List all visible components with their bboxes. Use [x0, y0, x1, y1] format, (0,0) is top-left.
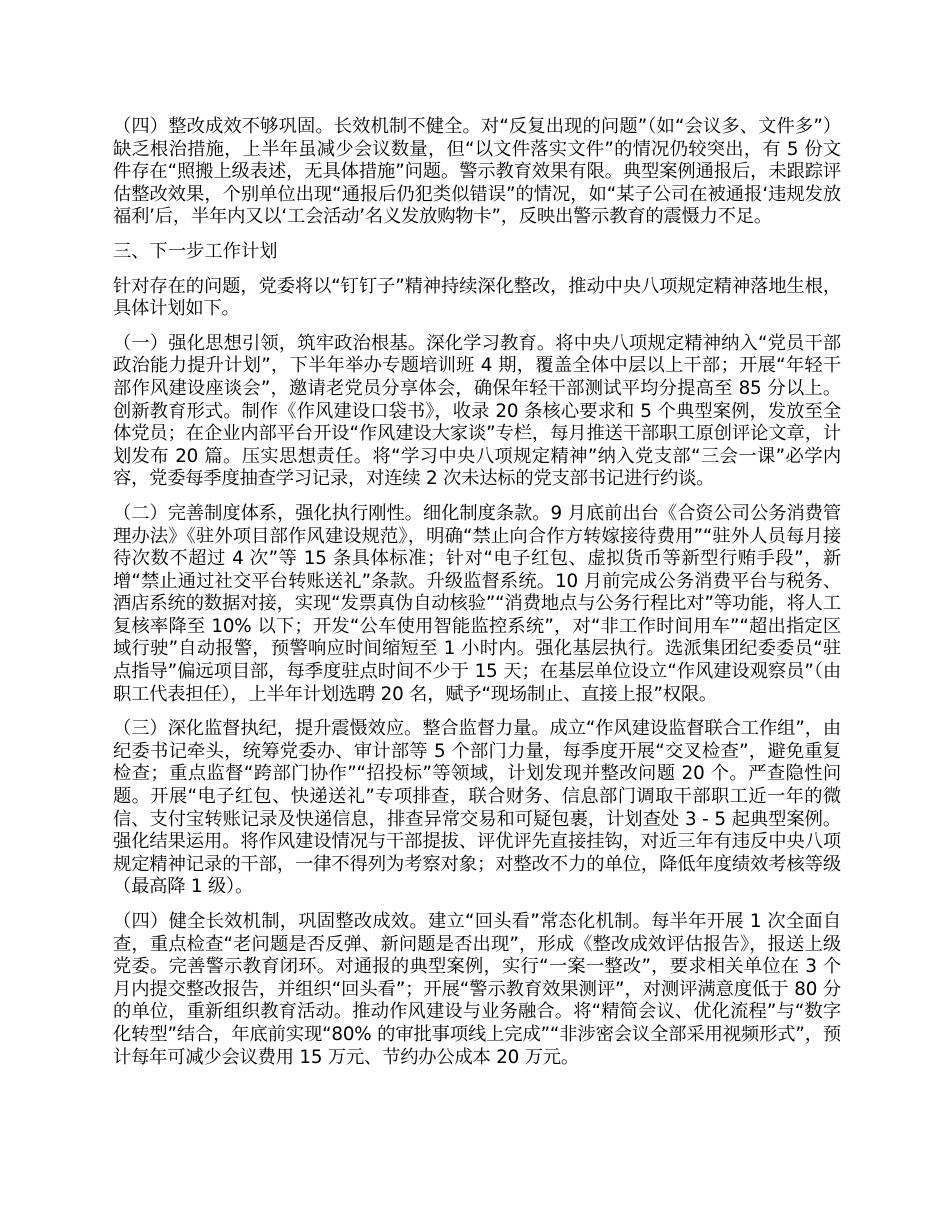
paragraph-plan-supervision: （三）深化监督执纪，提升震慑效应。整合监督力量。成立“作风建设监督联合工作组”，由纪委书记牵头，统筹党委办、审计部等 5 个部门力量，每季度开展“交叉检查”，避免重复检查；重点监督“跨部门协作”“招投标”等领域，计划发现并整改问题 20 个。严查隐性问题。开展“电子红包、快递送礼”专项排查，联合财务、信息部门调取干部职工近一年的微信、支付宝转账记录及快递信息，排查异常交易和可疑包裹，计划查处 3 - 5 起典型案例。强化结果运用。将作风建设情况与干部提拔、评优评先直接挂钩，对近三年有违反中央八项规定精神记录的干部，一律不得列为考察对象；对整改不力的单位，降低年度绩效考核等级（最高降 1 级）。	[113, 718, 841, 898]
paragraph-plan-intro: 针对存在的问题，党委将以“钉钉子”精神持续深化整改，推动中央八项规定精神落地生根，具体计划如下。	[113, 275, 841, 320]
document-page	[113, 116, 841, 1081]
paragraph-plan-long-term: （四）健全长效机制，巩固整改成效。建立“回头看”常态化机制。每半年开展 1 次全面自查，重点检查“老问题是否反弹、新问题是否出现”，形成《整改成效评估报告》，报送上级党委。完善警示教育闭环。对通报的典型案例，实行“一案一整改”，要求相关单位在 3 个月内提交整改报告，并组织“回头看”；开展“警示教育效果测评”，对测评满意度低于 80 分的单位，重新组织教育活动。推动作风建设与业务融合。将“精简会议、优化流程”与“数字化转型”结合，年底前实现“80% 的审批事项线上完成”“非涉密会议全部采用视频形式”，预计每年可减少会议费用 15 万元、节约办公成本 20 万元。	[113, 911, 841, 1068]
section-heading-next-steps: 三、下一步工作计划	[113, 240, 278, 262]
paragraph-plan-ideology: （一）强化思想引领，筑牢政治根基。深化学习教育。将中央八项规定精神纳入“党员干部政治能力提升计划”，下半年举办专题培训班 4 期，覆盖全体中层以上干部；开展“年轻干部作风建设座谈会”，邀请老党员分享体会，确保年轻干部测试平均分提高至 85 分以上。创新教育形式。制作《作风建设口袋书》，收录 20 条核心要求和 5 个典型案例，发放至全体党员；在企业内部平台开设“作风建设大家谈”专栏，每月推送干部职工原创评论文章，计划发布 20 篇。压实思想责任。将“学习中央八项规定精神”纳入党支部“三会一课”必学内容，党委每季度抽查学习记录，对连续 2 次未达标的党支部书记进行约谈。	[113, 332, 841, 490]
paragraph-consolidation-issues: （四）整改成效不够巩固。长效机制不健全。对“反复出现的问题”（如“会议多、文件多”）缺乏根治措施，上半年虽减少会议数量，但“以文件落实文件”的情况仍较突出，有 5 份文件存在“照搬上级表述，无具体措施”问题。警示教育效果有限。典型案例通报后，未跟踪评估整改效果，个别单位出现“通报后仍犯类似错误”的情况，如“某子公司在被通报‘违规发放福利’后，半年内又以‘工会活动’名义发放购物卡”，反映出警示教育的震慑力不足。	[113, 116, 841, 228]
paragraph-plan-institutions: （二）完善制度体系，强化执行刚性。细化制度条款。9 月底前出台《合资公司公务消费管理办法》《驻外项目部作风建设规范》，明确“禁止向合作方转嫁接待费用”“驻外人员每月接待次数不超过 4 次”等 15 条具体标准；针对“电子红包、虚拟货币等新型行贿手段”，新增“禁止通过社交平台转账送礼”条款。升级监督系统。10 月前完成公务消费平台与税务、酒店系统的数据对接，实现“发票真伪自动核验”“消费地点与公务行程比对”等功能，将人工复核率降至 10% 以下；开发“公车使用智能监控系统”，对“非工作时间用车”“超出指定区域行驶”自动报警，预警响应时间缩短至 1 小时内。强化基层执行。选派集团纪委委员“驻点指导”偏远项目部，每季度驻点时间不少于 15 天；在基层单位设立“作风建设观察员”（由职工代表担任），上半年计划选聘 20 名，赋予“现场制止、直接上报”权限。	[113, 502, 841, 705]
